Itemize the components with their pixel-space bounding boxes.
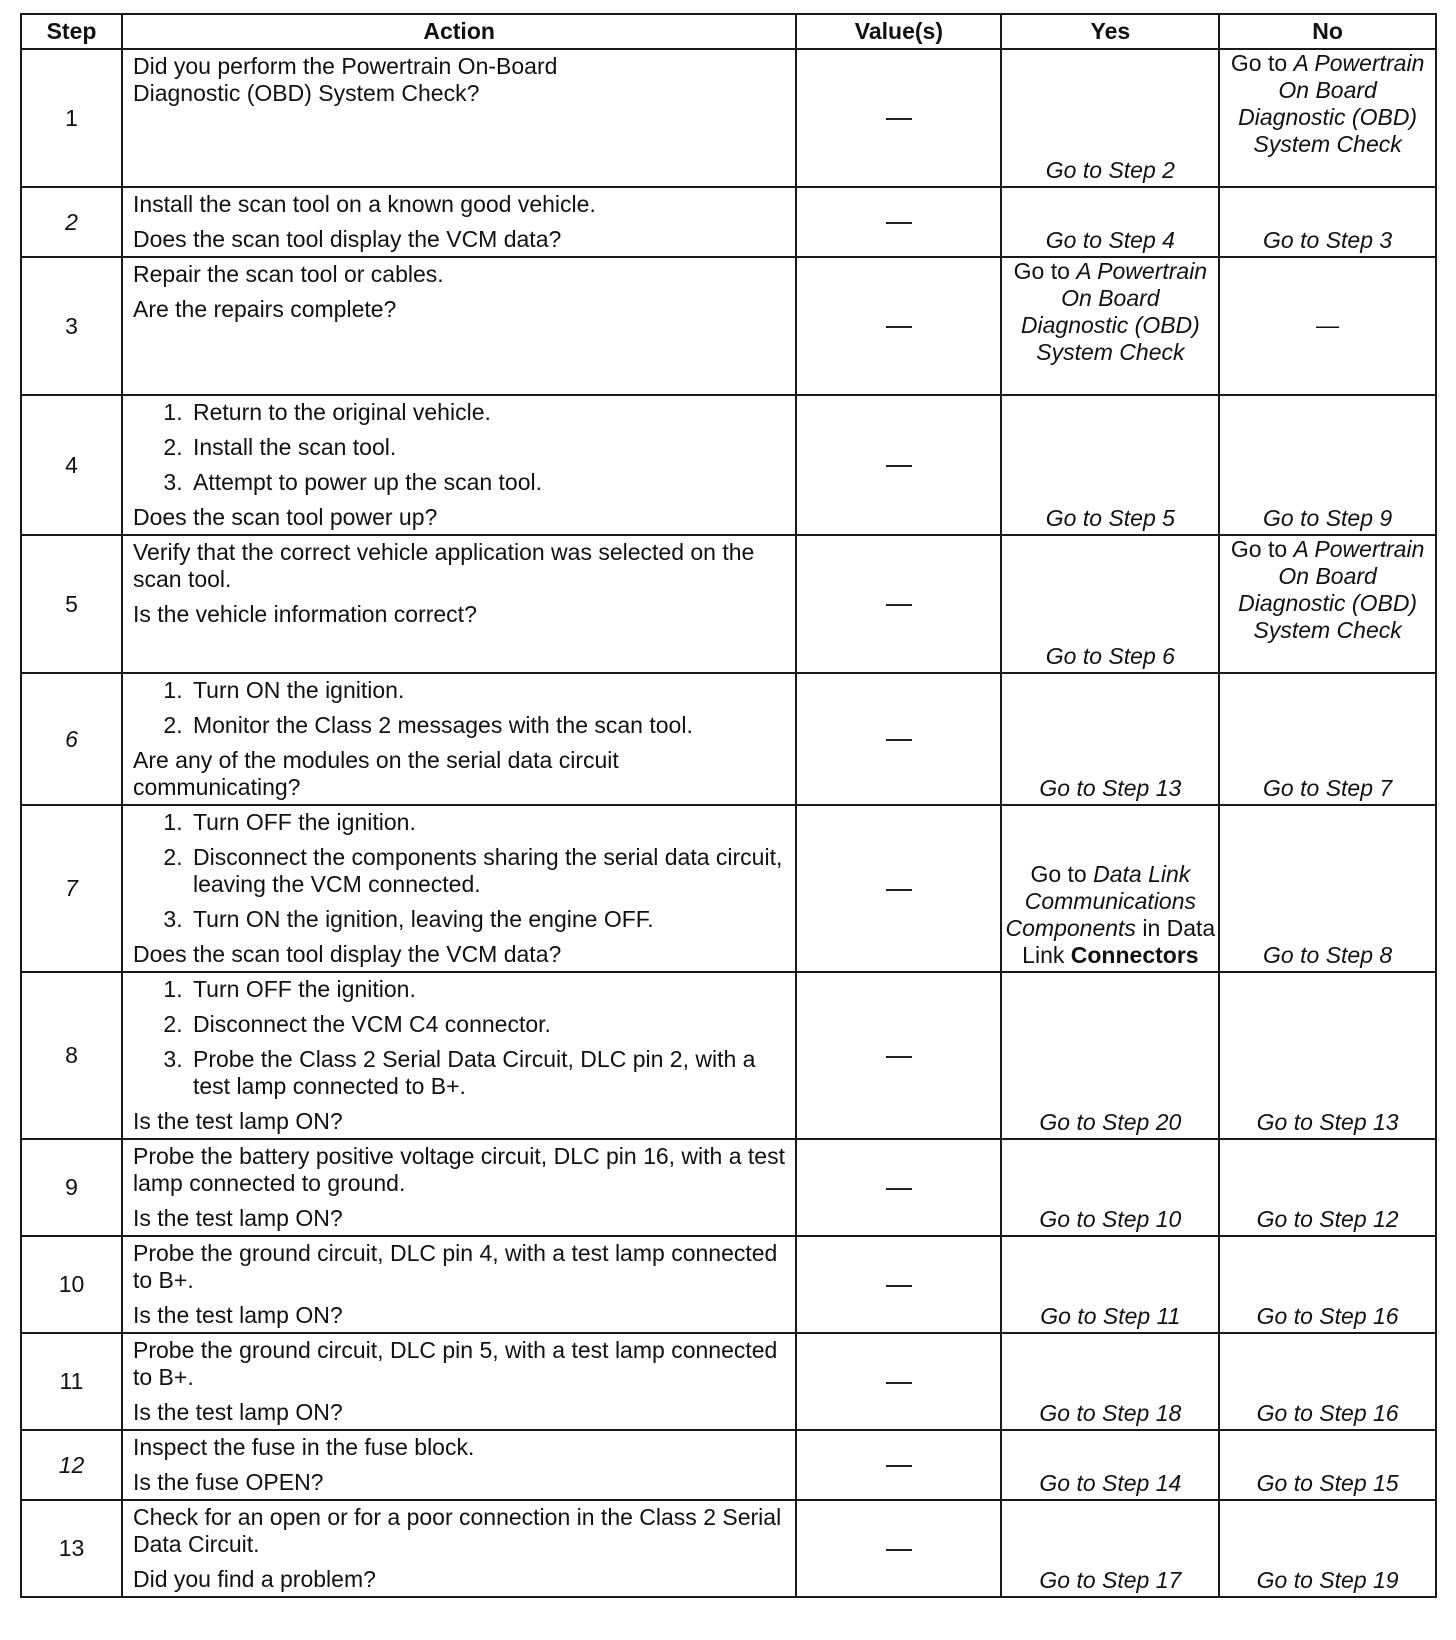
list-item: 3. Attempt to power up the scan tool. [189, 469, 785, 496]
action-steps-list [133, 976, 785, 1100]
action-question: Is the test lamp ON? [132, 1302, 343, 1328]
action-cell [122, 187, 796, 257]
yes-cell [1001, 1236, 1219, 1333]
yes-cell [1001, 187, 1219, 257]
list-item: 2. Monitor the Class 2 messages with the scan tool. [189, 712, 785, 739]
step-number: 9 [21, 1139, 122, 1236]
no-cell [1219, 257, 1436, 395]
no-empty-dash: — [1316, 311, 1340, 338]
list-item: 1. Turn ON the ignition. [189, 677, 785, 704]
yes-cell [1001, 673, 1219, 805]
step-number: 8 [21, 972, 122, 1139]
no-link[interactable]: Go to Step 12 [1256, 1206, 1399, 1232]
yes-cell [1001, 1430, 1219, 1500]
yes-cell [1001, 1139, 1219, 1236]
no-cell [1219, 1500, 1436, 1597]
table-row [21, 1236, 1436, 1333]
action-cell [122, 1236, 796, 1333]
no-cell [1219, 673, 1436, 805]
no-cell [1219, 395, 1436, 535]
header-step: Step [21, 14, 122, 49]
value-cell [796, 1236, 1001, 1333]
action-question: Is the test lamp ON? [132, 1108, 343, 1134]
dash-mark [886, 326, 912, 328]
no-link[interactable]: Go to Step 3 [1263, 227, 1393, 253]
yes-link-prefix: Go to [1013, 258, 1077, 284]
dash-mark [886, 739, 912, 741]
list-item: 1. Return to the original vehicle. [189, 399, 785, 426]
no-link[interactable]: Go to Step 15 [1256, 1470, 1399, 1496]
yes-link[interactable]: Go to Step 14 [1039, 1470, 1182, 1496]
header-no: No [1219, 14, 1436, 49]
no-link[interactable]: Go to Step 9 [1263, 505, 1393, 531]
yes-link[interactable]: Go to Step 2 [1045, 157, 1175, 183]
step-number: 4 [21, 395, 122, 535]
yes-link[interactable]: Go to Step 10 [1039, 1206, 1182, 1232]
yes-cell [1001, 1333, 1219, 1430]
value-cell [796, 187, 1001, 257]
action-text: Probe the ground circuit, DLC pin 5, with a test lamp connected to B+. [132, 1337, 778, 1390]
no-link[interactable]: Go to Step 16 [1256, 1303, 1399, 1329]
yes-link-mid: in Data Link [1022, 915, 1216, 968]
step-number: 3 [21, 257, 122, 395]
action-question: Does the scan tool display the VCM data? [132, 941, 562, 967]
table-row [21, 1430, 1436, 1500]
yes-link[interactable]: Go to Step 18 [1039, 1400, 1182, 1426]
no-link-prefix: Go to [1230, 536, 1294, 562]
yes-link[interactable]: Go to Step 5 [1045, 505, 1175, 531]
yes-link-prefix: Go to [1030, 861, 1094, 887]
yes-cell [1001, 49, 1219, 187]
no-cell [1219, 187, 1436, 257]
header-yes: Yes [1001, 14, 1219, 49]
action-cell [122, 673, 796, 805]
no-cell [1219, 1236, 1436, 1333]
list-item: 2. Disconnect the components sharing the serial data circuit, leaving the VCM connected. [189, 844, 785, 898]
no-cell [1219, 1333, 1436, 1430]
action-cell [122, 1500, 796, 1597]
no-link[interactable] [1231, 536, 1424, 643]
yes-cell [1001, 805, 1219, 972]
table-row [21, 1500, 1436, 1597]
value-cell [796, 395, 1001, 535]
table-row [21, 257, 1436, 395]
yes-link[interactable]: Go to Step 11 [1040, 1303, 1181, 1329]
value-cell [796, 673, 1001, 805]
yes-link[interactable]: Go to Step 6 [1045, 643, 1175, 669]
dash-mark [886, 118, 912, 120]
action-text: Did you perform the Powertrain On-Board Diagnostic (OBD) System Check? [132, 53, 558, 106]
yes-cell [1001, 535, 1219, 673]
action-cell [122, 257, 796, 395]
no-cell [1219, 805, 1436, 972]
no-link[interactable]: Go to Step 7 [1263, 775, 1393, 801]
action-question: Are any of the modules on the serial data circuit communicating? [132, 747, 619, 800]
yes-link-bold: Connectors [1070, 942, 1199, 968]
no-link[interactable]: Go to Step 8 [1263, 942, 1393, 968]
value-cell [796, 49, 1001, 187]
yes-cell [1001, 1500, 1219, 1597]
step-number: 12 [21, 1430, 122, 1500]
value-cell [796, 1500, 1001, 1597]
action-text: Check for an open or for a poor connection in the Class 2 Serial Data Circuit. [132, 1504, 782, 1557]
yes-link[interactable]: Go to Step 17 [1039, 1567, 1182, 1593]
step-number: 5 [21, 535, 122, 673]
table-row [21, 805, 1436, 972]
action-question: Did you find a problem? [132, 1566, 376, 1592]
dash-mark [886, 889, 912, 891]
action-question: Is the test lamp ON? [132, 1205, 343, 1231]
value-cell [796, 805, 1001, 972]
action-cell [122, 1333, 796, 1430]
no-cell [1219, 535, 1436, 673]
no-link[interactable] [1231, 50, 1424, 157]
action-cell [122, 1139, 796, 1236]
dash-mark [886, 1465, 912, 1467]
list-item: 2. Disconnect the VCM C4 connector. [189, 1011, 785, 1038]
action-text: Inspect the fuse in the fuse block. [132, 1434, 475, 1460]
yes-link[interactable]: Go to Step 4 [1045, 227, 1175, 253]
value-cell [796, 257, 1001, 395]
action-text: Probe the battery positive voltage circuit, DLC pin 16, with a test lamp connected to ground. [132, 1143, 785, 1196]
no-cell [1219, 1139, 1436, 1236]
list-item: 3. Turn ON the ignition, leaving the engine OFF. [189, 906, 785, 933]
action-text: Probe the ground circuit, DLC pin 4, with a test lamp connected to B+. [132, 1240, 778, 1293]
no-link[interactable]: Go to Step 13 [1256, 1109, 1399, 1135]
action-cell [122, 395, 796, 535]
table-row [21, 673, 1436, 805]
value-cell [796, 1139, 1001, 1236]
yes-link-target: A Powertrain On Board Diagnostic (OBD) System Check [1020, 258, 1208, 365]
step-number: 6 [21, 673, 122, 805]
step-number: 7 [21, 805, 122, 972]
action-question: Does the scan tool display the VCM data? [132, 226, 562, 252]
step-number: 11 [21, 1333, 122, 1430]
header-action: Action [122, 14, 796, 49]
dash-mark [886, 1188, 912, 1190]
no-link-prefix: Go to [1230, 50, 1294, 76]
action-cell [122, 535, 796, 673]
yes-link[interactable] [1014, 258, 1207, 365]
header-row [21, 14, 1436, 49]
action-steps-list [133, 677, 785, 739]
table-row [21, 395, 1436, 535]
action-question: Does the scan tool power up? [132, 504, 438, 530]
dash-mark [886, 1549, 912, 1551]
dash-mark [886, 604, 912, 606]
value-cell [796, 1430, 1001, 1500]
yes-link[interactable]: Go to Step 20 [1039, 1109, 1182, 1135]
table-row [21, 972, 1436, 1139]
table-row [21, 1333, 1436, 1430]
table-row [21, 1139, 1436, 1236]
dash-mark [886, 465, 912, 467]
action-cell [122, 1430, 796, 1500]
list-item: 1. Turn OFF the ignition. [189, 809, 785, 836]
list-item: 1. Turn OFF the ignition. [189, 976, 785, 1003]
action-steps-list [133, 809, 785, 933]
action-text: Repair the scan tool or cables. [132, 261, 444, 287]
no-cell [1219, 1430, 1436, 1500]
step-number: 10 [21, 1236, 122, 1333]
no-link-target: A Powertrain On Board Diagnostic (OBD) System Check [1238, 536, 1425, 643]
yes-link[interactable] [1006, 861, 1216, 968]
diagnostic-table [20, 13, 1437, 1598]
no-cell [1219, 49, 1436, 187]
dash-mark [886, 222, 912, 224]
no-link[interactable]: Go to Step 19 [1256, 1567, 1399, 1593]
table-row [21, 49, 1436, 187]
yes-cell [1001, 257, 1219, 395]
no-link[interactable]: Go to Step 16 [1256, 1400, 1399, 1426]
step-number: 13 [21, 1500, 122, 1597]
value-cell [796, 535, 1001, 673]
list-item: 3. Probe the Class 2 Serial Data Circuit, DLC pin 2, with a test lamp connected to B+. [189, 1046, 785, 1100]
step-number: 2 [21, 187, 122, 257]
dash-mark [886, 1056, 912, 1058]
yes-link[interactable]: Go to Step 13 [1039, 775, 1182, 801]
action-cell [122, 972, 796, 1139]
list-item: 2. Install the scan tool. [189, 434, 785, 461]
value-cell [796, 1333, 1001, 1430]
action-question: Is the test lamp ON? [132, 1399, 343, 1425]
action-question: Is the vehicle information correct? [132, 601, 477, 627]
value-cell [796, 972, 1001, 1139]
action-cell [122, 49, 796, 187]
dash-mark [886, 1382, 912, 1384]
header-values: Value(s) [796, 14, 1001, 49]
table-row [21, 187, 1436, 257]
action-steps-list [133, 399, 785, 496]
yes-link-target: Data Link Communications Components [1005, 861, 1197, 941]
no-link-target: A Powertrain On Board Diagnostic (OBD) System Check [1238, 50, 1425, 157]
table-row [21, 535, 1436, 673]
dash-mark [886, 1285, 912, 1287]
yes-cell [1001, 972, 1219, 1139]
yes-cell [1001, 395, 1219, 535]
action-cell [122, 805, 796, 972]
action-question: Are the repairs complete? [132, 296, 397, 322]
action-question: Is the fuse OPEN? [132, 1469, 324, 1495]
no-cell [1219, 972, 1436, 1139]
step-number: 1 [21, 49, 122, 187]
action-text: Verify that the correct vehicle application was selected on the scan tool. [132, 539, 755, 592]
action-text: Install the scan tool on a known good vehicle. [132, 191, 596, 217]
